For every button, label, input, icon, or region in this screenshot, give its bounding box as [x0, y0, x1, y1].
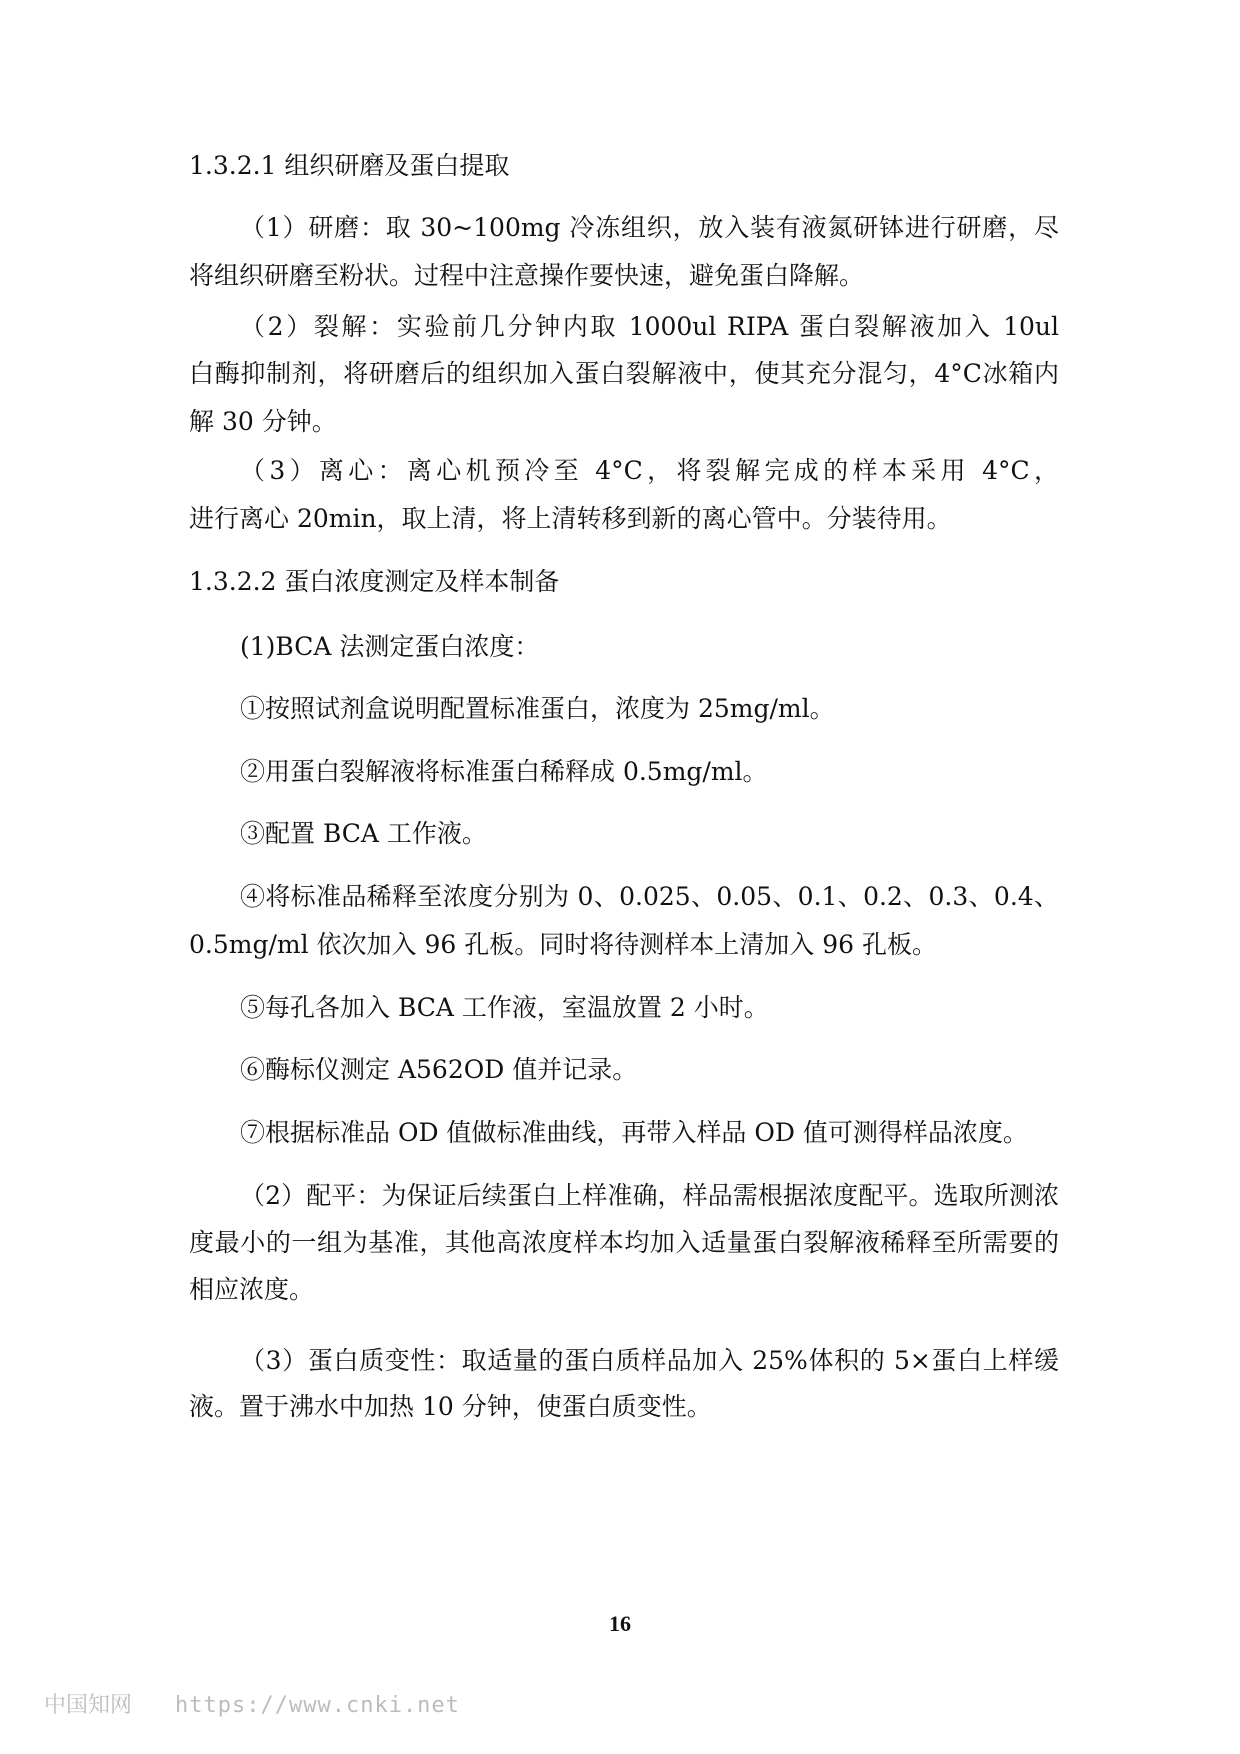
paragraph-balancing-line-1: （2）配平：为保证后续蛋白上样准确，样品需根据浓度配平。选取所测浓 [240, 1181, 1059, 1210]
paragraph-balancing-line-2: 度最小的一组为基准，其他高浓度样本均加入适量蛋白裂解液稀释至所需要的 [189, 1228, 1059, 1257]
footer-url: https://www.cnki.net [175, 1693, 460, 1718]
page-number: 16 [609, 1611, 631, 1636]
paragraph-centrifuge-line-1: （3）离心：离心机预冷至 4°C，将裂解完成的样本采用 4°C， [240, 456, 1059, 485]
section-heading-1-3-2-2: 1.3.2.2 蛋白浓度测定及样本制备 [189, 567, 560, 596]
bca-step-4-line-1: ④将标准品稀释至浓度分别为 0、0.025、0.05、0.1、0.2、0.3、0.4、 [240, 882, 1059, 911]
footer-brand: 中国知网 [44, 1693, 133, 1718]
bca-step-1: ①按照试剂盒说明配置标准蛋白，浓度为 25mg/ml。 [240, 694, 835, 723]
paragraph-denaturation-line-1: （3）蛋白质变性：取适量的蛋白质样品加入 25%体积的 5×蛋白上样缓 [240, 1346, 1059, 1375]
bca-step-5: ⑤每孔各加入 BCA 工作液，室温放置 2 小时。 [240, 993, 769, 1022]
bca-step-4-line-2: 0.5mg/ml 依次加入 96 孔板。同时将待测样本上清加入 96 孔板。 [189, 930, 937, 959]
section-heading-1-3-2-1: 1.3.2.1 组织研磨及蛋白提取 [189, 151, 510, 180]
bca-step-7: ⑦根据标准品 OD 值做标准曲线，再带入样品 OD 值可测得样品浓度。 [240, 1118, 1028, 1147]
paragraph-balancing-line-3: 相应浓度。 [189, 1275, 315, 1304]
bca-step-2: ②用蛋白裂解液将标准蛋白稀释成 0.5mg/ml。 [240, 757, 768, 786]
paragraph-grinding-line-1: （1）研磨：取 30~100mg 冷冻组织，放入装有液氮研钵进行研磨，尽 [240, 213, 1059, 242]
paragraph-lysis-line-1: （2）裂解：实验前几分钟内取 1000ul RIPA 蛋白裂解液加入 10ul [240, 312, 1059, 341]
paragraph-centrifuge-line-2: 进行离心 20min，取上清，将上清转移到新的离心管中。分装待用。 [189, 504, 952, 533]
bca-step-6: ⑥酶标仪测定 A562OD 值并记录。 [240, 1055, 638, 1084]
footer-watermark [44, 1688, 460, 1719]
paragraph-lysis-line-3: 解 30 分钟。 [189, 407, 337, 436]
paragraph-lysis-line-2: 白酶抑制剂，将研磨后的组织加入蛋白裂解液中，使其充分混匀，4°C冰箱内 [189, 359, 1059, 388]
paragraph-denaturation-line-2: 液。置于沸水中加热 10 分钟，使蛋白质变性。 [189, 1392, 712, 1421]
bca-step-3: ③配置 BCA 工作液。 [240, 819, 487, 848]
paragraph-grinding-line-2: 将组织研磨至粉状。过程中注意操作要快速，避免蛋白降解。 [189, 261, 865, 290]
bca-method-title: (1)BCA 法测定蛋白浓度： [240, 632, 540, 661]
